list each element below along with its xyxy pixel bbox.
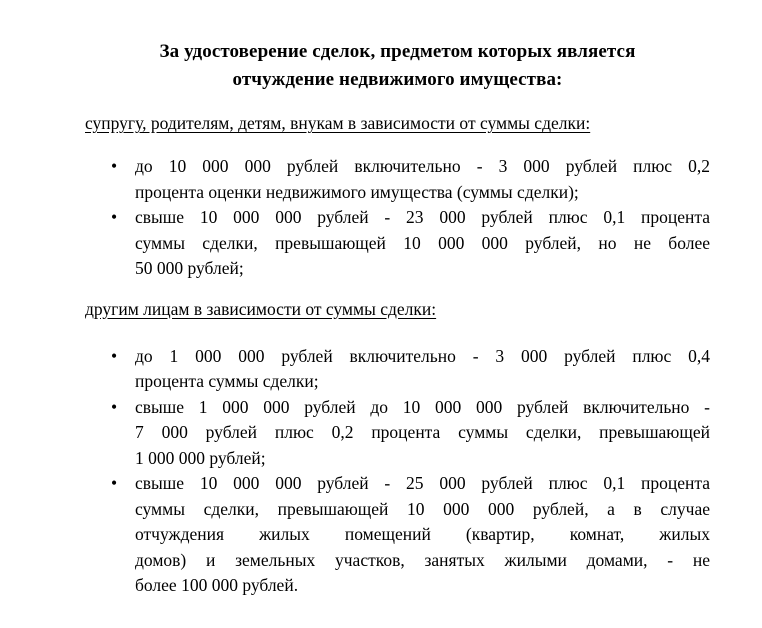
- section-heading-relatives: супругу, родителям, детям, внукам в зависимости от суммы сделки:: [85, 113, 591, 133]
- bullet-icon: •: [111, 345, 118, 366]
- bullet-line: процента суммы сделки;: [135, 371, 319, 391]
- bullet-line: более 100 000 рублей.: [135, 575, 299, 595]
- bullet-icon: •: [111, 156, 118, 176]
- list-item: [85, 471, 710, 599]
- bullet-line: до 10 000 000 рублей включительно - 3 000 рублей плюс 0,2: [135, 156, 710, 176]
- section-heading-others: другим лицам в зависимости от суммы сделки:: [85, 298, 437, 319]
- list-item: [85, 344, 710, 395]
- bullet-line: суммы сделки, превышающей 10 000 000 рублей, а в случае: [135, 498, 710, 519]
- bullet-icon: •: [111, 473, 118, 493]
- title-line-2: отчуждение недвижимого имущества:: [232, 69, 563, 90]
- bullet-line: суммы сделки, превышающей 10 000 000 рублей, но не более: [135, 232, 710, 253]
- bullet-list-others: [85, 344, 710, 599]
- list-item: [85, 154, 710, 205]
- bullet-list-relatives: [85, 154, 710, 282]
- bullet-line: процента оценки недвижимого имущества (суммы сделки);: [135, 181, 579, 202]
- page-title: [85, 38, 710, 94]
- bullet-icon: •: [111, 207, 118, 227]
- bullet-icon: •: [111, 396, 118, 417]
- title-line-1: За удостоверение сделок, предметом которых является: [159, 41, 636, 62]
- bullet-line: до 1 000 000 рублей включительно - 3 000 рублей плюс 0,4: [135, 345, 710, 366]
- bullet-line: 50 000 рублей;: [135, 258, 244, 278]
- bullet-line: домов) и земельных участков, занятых жилыми домами, - не: [135, 549, 710, 570]
- list-item: [85, 395, 710, 472]
- bullet-line: свыше 10 000 000 рублей - 23 000 рублей плюс 0,1 процента: [135, 207, 710, 227]
- bullet-line: свыше 10 000 000 рублей - 25 000 рублей плюс 0,1 процента: [135, 473, 710, 493]
- bullet-line: свыше 1 000 000 рублей до 10 000 000 рублей включительно -: [135, 396, 710, 417]
- bullet-line: отчуждения жилых помещений (квартир, комнат, жилых: [135, 524, 710, 544]
- list-item: [85, 205, 710, 282]
- bullet-line: 1 000 000 рублей;: [135, 447, 266, 468]
- bullet-line: 7 000 рублей плюс 0,2 процента суммы сделки, превышающей: [135, 422, 710, 442]
